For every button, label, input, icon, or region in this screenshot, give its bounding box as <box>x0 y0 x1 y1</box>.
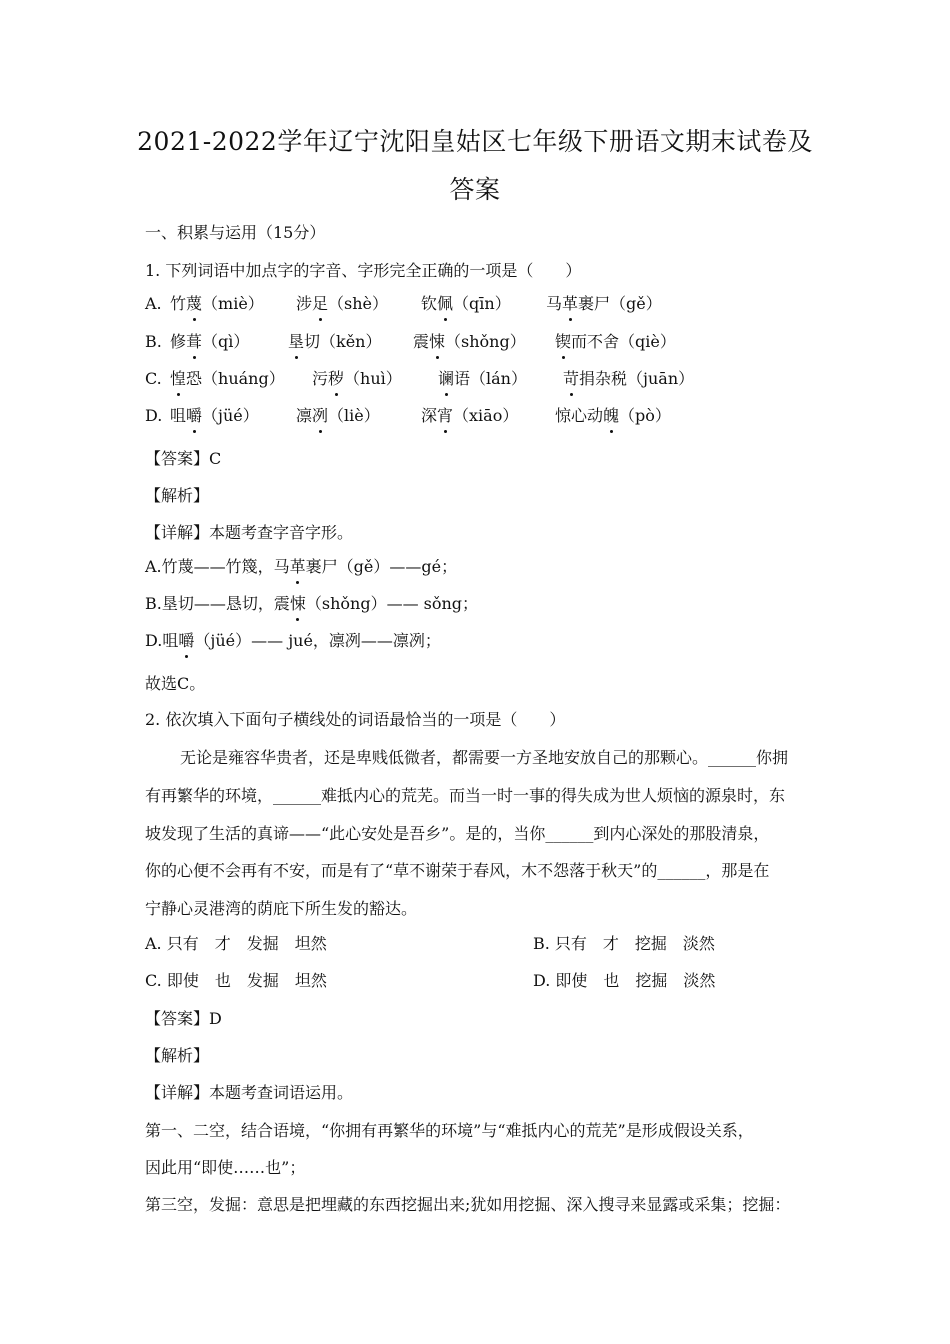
q1-option-a-item3: 钦佩（qīn） <box>421 294 511 313</box>
q2-explanation-line2: 因此用“即使……也”； <box>145 1158 306 1177</box>
q2-detail: 【详解】本题考查词语运用。 <box>145 1083 354 1102</box>
q1-option-b-item4: 锲而不舍（qiè） <box>555 332 676 351</box>
q2-analysis-heading: 【解析】 <box>145 1046 210 1065</box>
q2-stem: 2. 依次填入下面句子横线处的词语最恰当的一项是（ ） <box>145 710 566 729</box>
q1-option-a-item4: 马革裹尸（gě） <box>546 294 662 313</box>
q2-passage-line4: 你的心便不会再有不安，而是有了“草不谢荣于春风，木不怨落于秋天”的______，那是在 <box>145 861 770 880</box>
q2-explanation-line1: 第一、二空，结合语境，“你拥有再繁华的环境”与“难抵内心的荒芜”是形成假设关系， <box>145 1121 754 1140</box>
q1-option-b-item3: 震悚（shǒng） <box>413 332 526 351</box>
q2-explanation-line3: 第三空，发掘：意思是把埋藏的东西挖掘出来;犹如用挖掘、深入搜寻来显露或采集；挖掘： <box>145 1195 791 1214</box>
q1-option-a-label: A. <box>145 294 162 313</box>
q2-option-c: C. 即使 也 发掘 坦然 <box>145 971 327 990</box>
q1-option-c-label: C. <box>145 369 162 388</box>
q1-option-b-item2: 垦切（kěn） <box>288 332 382 351</box>
q1-option-a-item2: 涉足（shè） <box>296 294 389 313</box>
q1-option-d-item4: 惊心动魄（pò） <box>555 406 671 425</box>
document-title-line1: 2021-2022学年辽宁沈阳皇姑区七年级下册语文期末试卷及 <box>137 127 813 156</box>
q2-passage-line2: 有再繁华的环境，______难抵内心的荒芜。而当一时一事的得失成为世人烦恼的源泉时，东 <box>145 786 786 805</box>
q1-stem: 1. 下列词语中加点字的字音、字形完全正确的一项是（ ） <box>145 261 582 280</box>
q1-option-c-item1: 惶恐（huáng） <box>170 369 285 388</box>
q2-option-b: B. 只有 才 挖掘 淡然 <box>533 934 715 953</box>
q1-analysis-heading: 【解析】 <box>145 486 210 505</box>
document-title-line2: 答案 <box>449 175 501 204</box>
q1-conclusion: 故选C。 <box>145 674 206 693</box>
q1-option-d-item3: 深宵（xiāo） <box>421 406 519 425</box>
q2-passage-line5: 宁静心灵港湾的荫庇下所生发的豁达。 <box>145 899 418 918</box>
q2-answer: 【答案】D <box>145 1009 222 1028</box>
q1-option-a-item1: 竹蔑（miè） <box>170 294 264 313</box>
q1-option-c-item2: 污秽（huì） <box>312 369 402 388</box>
q2-option-a: A. 只有 才 发掘 坦然 <box>145 934 327 953</box>
q1-detail: 【详解】本题考查字音字形。 <box>145 523 354 542</box>
q1-answer: 【答案】C <box>145 449 222 468</box>
q1-option-d-item1: 咀嚼（jüé） <box>170 406 259 425</box>
q2-passage-line3: 坡发现了生活的真谛——“此心安处是吾乡”。是的，当你______到内心深处的那股清泉， <box>145 824 770 843</box>
q1-option-d-item2: 凛冽（liè） <box>296 406 380 425</box>
q2-option-d: D. 即使 也 挖掘 淡然 <box>533 971 716 990</box>
q1-option-d-label: D. <box>145 406 163 425</box>
q1-option-c-item3: 谰语（lán） <box>438 369 527 388</box>
q1-explanation-d: D.咀嚼（jüé）—— jué，凛冽——凛冽； <box>145 631 441 650</box>
q2-passage-line1: 无论是雍容华贵者，还是卑贱低微者，都需要一方圣地安放自己的那颗心。______你拥 <box>180 748 789 767</box>
q1-explanation-a: A.竹蔑——竹篾，马革裹尸（gě）——gé； <box>145 557 458 576</box>
q1-option-b-label: B. <box>145 332 162 351</box>
q1-option-c-item4: 苛捐杂税（juān） <box>563 369 695 388</box>
q1-option-b-item1: 修葺（qì） <box>170 332 250 351</box>
q1-explanation-b: B.垦切——恳切，震悚（shǒng）—— sǒng； <box>145 594 479 613</box>
section-heading: 一、积累与运用（15分） <box>145 223 326 242</box>
